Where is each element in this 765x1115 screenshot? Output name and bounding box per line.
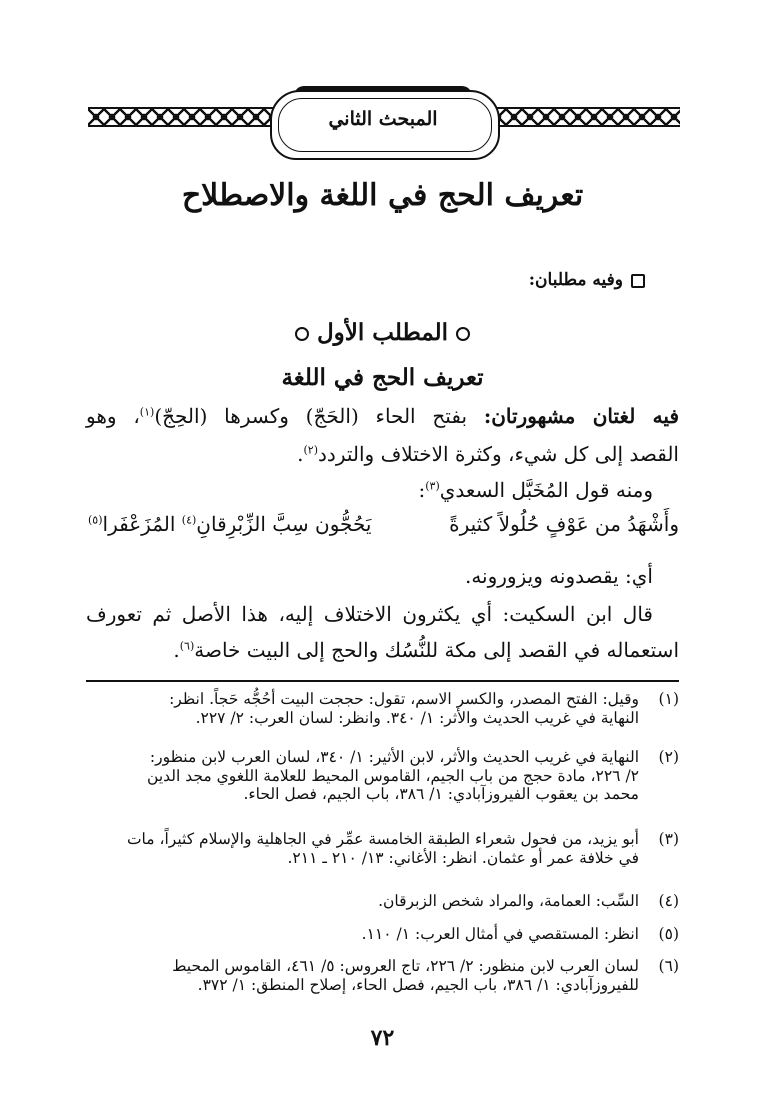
square-bullet-icon (631, 274, 645, 288)
footnote-line: وقيل: الفتح المصدر، والكسر الاسم، تقول: حججت البيت أحُجُّه حَجاً. انظر: (169, 690, 639, 708)
footnote-5 (86, 925, 679, 944)
paragraph-1-text-end: ، وهو (86, 404, 140, 428)
header-ornament-left (88, 104, 278, 130)
intro-line (529, 270, 645, 290)
paragraph-2 (86, 478, 653, 502)
paragraph-1-lead: فيه لغتان مشهورتان: (483, 404, 679, 428)
paragraph-2-text-end: : (418, 478, 426, 502)
footnote-line: لسان العرب لابن منظور: ٢/ ٢٢٦، تاج العروس: ٥/ ٤٦١، القاموس المحيط (172, 957, 639, 975)
circle-bullet-icon (295, 327, 309, 341)
intro-text: وفيه مطلبان: (528, 270, 623, 290)
footnote-line: السِّب: العمامة، والمراد شخص الزبرقان. (378, 892, 639, 910)
footnote-line: النهاية في غريب الحديث والأثر: ١/ ٣٤٠. وانظر: لسان العرب: ٢/ ٢٢٧. (195, 708, 639, 727)
verse-left-text: يَحُجُّون سِبَّ الزِّبْرِقانِ (196, 512, 372, 536)
verse-left-text-end: المُزَعْفَرا (102, 512, 182, 536)
footnote-ref: (٤) (181, 513, 197, 527)
paragraph-3: أي: يقصدونه ويزورونه. (464, 564, 653, 588)
footnote-4 (86, 892, 679, 911)
footnote-ref: (٣) (425, 479, 440, 493)
circle-bullet-icon (456, 327, 470, 341)
footnote-number: (٣) (658, 830, 679, 848)
paragraph-1-text-2: القصد إلى كل شيء، وكثرة الاختلاف والتردد (318, 442, 679, 466)
sub-heading: تعريف الحج في اللغة (281, 364, 484, 391)
paragraph-4-text-end: . (173, 638, 180, 662)
paragraph-1-line-2 (86, 442, 679, 466)
footnote-1 (86, 690, 679, 727)
header-ornament-right (490, 104, 680, 130)
footnote-divider (86, 680, 679, 682)
footnote-line: في خلافة عمر أو عثمان. انظر: الأغاني: ١٣/ ٢١٠ ـ ٢١١. (287, 848, 639, 867)
footnote-ref: (١) (139, 405, 155, 419)
section-heading (60, 319, 705, 346)
paragraph-4-text: استعماله في القصد إلى مكة للنُّسُك والحج إلى البيت خاصة (194, 638, 679, 662)
footnote-line: النهاية في غريب الحديث والأثر، لابن الأثير: ١/ ٣٤٠، لسان العرب لابن منظور: (149, 748, 639, 766)
verse-left-hemistich (88, 512, 371, 536)
footnote-ref: (٢) (303, 443, 319, 457)
paragraph-1-line-1 (86, 404, 679, 428)
paragraph-4-line-1: قال ابن السكيت: أي يكثرون الاختلاف إليه، هذا الأصل ثم تعورف (86, 602, 653, 626)
paragraph-1-text: بفتح الحاء (الحَجّ) وكسرها (الحِجّ) (154, 404, 484, 428)
page-title: تعريف الحج في اللغة والاصطلاح (181, 178, 584, 213)
footnote-number: (٤) (658, 892, 679, 910)
footnote-line: محمد بن يعقوب الفيروزآبادي: ١/ ٣٨٦، باب الجيم، فصل الحاء. (243, 785, 639, 804)
footnote-3 (86, 830, 679, 867)
footnote-line: انظر: المستقصي في أمثال العرب: ١/ ١١٠. (361, 925, 639, 943)
footnote-line: أبو يزيد، من فحول شعراء الطبقة الخامسة عمِّر في الجاهلية والإسلام كثيراً، مات (126, 830, 639, 848)
page-number: ٧٢ (370, 1025, 395, 1051)
footnote-6 (86, 957, 679, 994)
footnote-line: ٢/ ٢٢٦، مادة حجج من باب الجيم، القاموس المحيط للعلامة اللغوي مجد الدين (147, 766, 639, 785)
footnote-line: للفيروزآبادي: ١/ ٣٨٦، باب الجيم، فصل الحاء، إصلاح المنطق: ١/ ٣٧٢. (197, 975, 639, 994)
footnote-number: (٥) (658, 925, 679, 943)
footnote-ref: (٥) (88, 513, 103, 527)
footnote-number: (٦) (658, 957, 679, 975)
footnote-number: (٢) (658, 748, 679, 766)
footnote-ref: (٦) (179, 639, 195, 653)
footnote-number: (١) (658, 690, 679, 708)
verse-right-hemistich: وأَشْهَدُ من عَوْفٍ حُلُولاً كثيرةً (449, 512, 679, 536)
chapter-label: المبحث الثاني (328, 108, 438, 130)
paragraph-1-text-2-end: . (297, 442, 304, 466)
footnote-2 (86, 748, 679, 804)
section-heading-text: المطلب الأول (316, 319, 449, 346)
paragraph-4-line-2 (86, 638, 679, 662)
paragraph-2-text: ومنه قول المُخَبَّل السعدي (439, 478, 653, 502)
